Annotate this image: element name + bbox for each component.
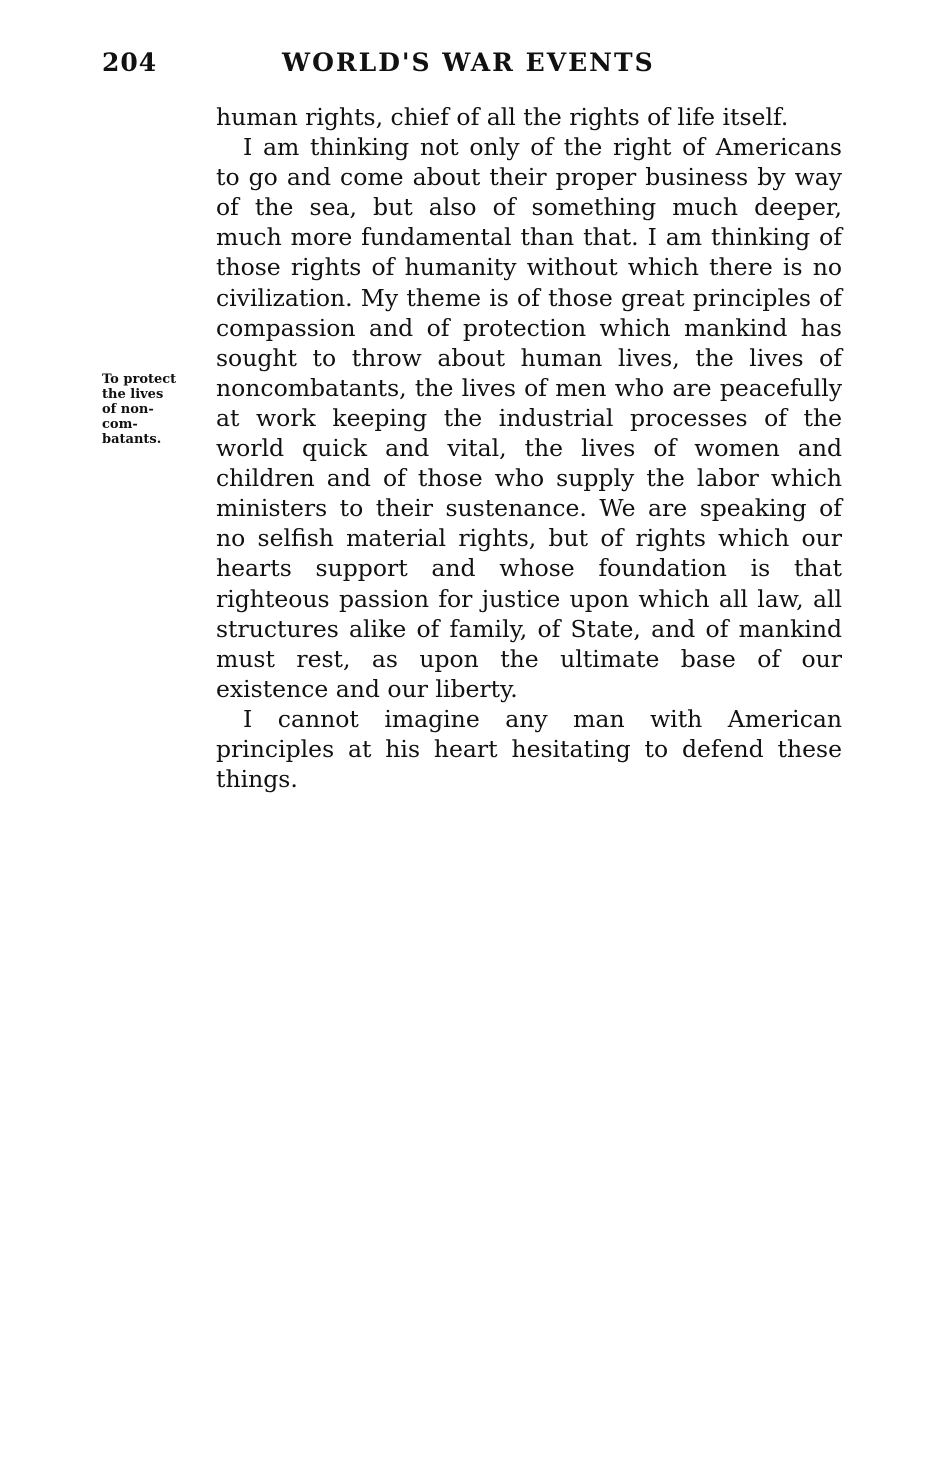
- margin-note-line: com-: [102, 417, 138, 432]
- margin-note: [102, 372, 212, 447]
- paragraph: I cannot imagine any man with American principles at his heart hesitating to defend these things.: [216, 704, 842, 794]
- body-text: [216, 102, 842, 794]
- page-header: [102, 48, 842, 80]
- paragraph-continuation: human rights, chief of all the rights of life itself.: [216, 103, 789, 131]
- margin-note-line: of non-: [102, 402, 154, 417]
- paragraph: I am thinking not only of the right of Americans to go and come about their proper business by way of the sea, but also of something much deeper, much more fundamental than that. I am thinking of those rights of humanity without which there is no civilization. My theme is of those great principles of compassion and of protection which mankind has sought to throw about human lives, the lives of noncombatants, the lives of men who are peacefully at work keeping the industrial processes of the world quick and vital, the lives of women and children and of those who supply the labor which ministers to their sustenance. We are speaking of no selfish material rights, but of rights which our hearts support and whose foundation is that righteous passion for justice upon which all law, all structures alike of family, of State, and of mankind must rest, as upon the ultimate base of our existence and our liberty.: [216, 133, 842, 703]
- margin-note-line: the lives: [102, 387, 164, 402]
- page-number: 204: [102, 48, 158, 77]
- margin-note-line: batants.: [102, 432, 162, 447]
- running-head: WORLD'S WAR EVENTS: [282, 48, 655, 77]
- margin-note-line: To protect: [102, 372, 177, 387]
